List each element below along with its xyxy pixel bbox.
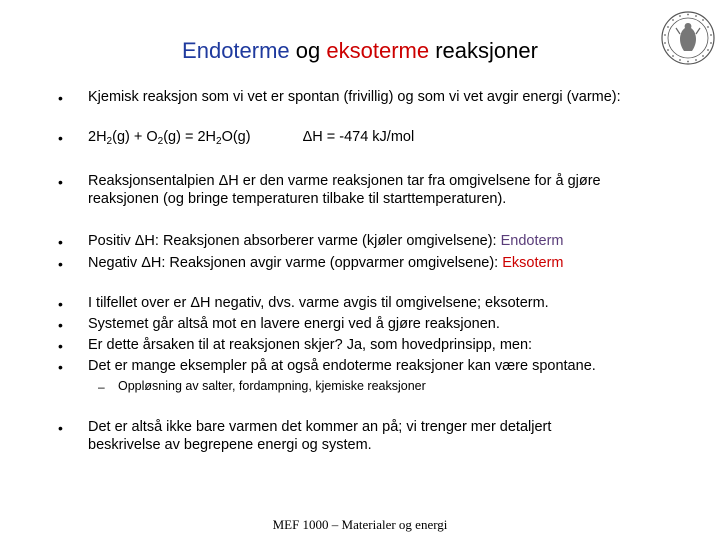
- bullet-marker: •: [58, 338, 63, 354]
- equation-line: $2H_2(g) + O_2(g) = 2H_2O(g) \Delta H = -474$ kJ/mol: [88, 129, 415, 147]
- bullet-marker: •: [58, 359, 63, 375]
- bullet-marker: •: [58, 256, 63, 272]
- slide-title: [0, 38, 720, 64]
- bullet-10-line-2: beskrivelse av begrepene energi og system.: [88, 437, 372, 453]
- bullet-7-text: Systemet går altså mot en lavere energi ved å gjøre reaksjonen.: [88, 316, 500, 332]
- slide-footer: MEF 1000 – Materialer og energi: [272, 517, 448, 532]
- endoterm-label: Endoterm: [500, 233, 564, 249]
- bullet-marker: •: [58, 90, 63, 106]
- bullet-1-text: Kjemisk reaksjon som vi vet er spontan (frivillig) og som vi vet avgir energi (varme):: [88, 89, 621, 105]
- title-endoterme: Endoterme: [182, 38, 290, 63]
- bullet-marker: •: [58, 234, 63, 250]
- bullet-marker: •: [58, 317, 63, 333]
- bullet-3-line-2: reaksjonen (og bringe temperaturen tilbake til starttemperaturen).: [88, 191, 507, 207]
- title-eksoterme: eksoterme: [326, 38, 430, 63]
- bullet-9-text: Det er mange eksempler på at også endoterme reaksjoner kan være spontane.: [88, 358, 596, 374]
- bullet-negative-dh: Negativ ΔH: Reaksjonen avgir varme (oppvarmer omgivelsene): Eksoterm: [88, 255, 564, 271]
- bullet-6-text: I tilfellet over er ΔH negativ, dvs. varme avgis til omgivelsene; eksoterm.: [88, 295, 549, 311]
- bullet-marker: •: [58, 174, 63, 190]
- bullet-8-text: Er dette årsaken til at reaksjonen skjer? Ja, som hovedprinsipp, men:: [88, 337, 533, 353]
- university-seal-icon: [660, 10, 716, 66]
- sub-bullet-marker: –: [98, 380, 105, 394]
- bullet-marker: •: [58, 420, 63, 436]
- bullet-positive-dh: Positiv ΔH: Reaksjonen absorberer varme (kjøler omgivelsene): Endoterm: [88, 233, 564, 249]
- title-og: og: [289, 38, 327, 63]
- bullet-3-line-1: Reaksjonsentalpien ΔH er den varme reaksjonen tar fra omgivelsene for å gjøre: [88, 173, 601, 189]
- enthalpy-value: ΔH = -474 kJ/mol: [302, 129, 415, 145]
- bullet-marker: •: [58, 296, 63, 312]
- eksoterm-label: Eksoterm: [502, 255, 564, 271]
- bullet-10-line-1: Det er altså ikke bare varmen det kommer an på; vi trenger mer detaljert: [88, 419, 552, 435]
- sub-bullet-text: Oppløsning av salter, fordampning, kjemiske reaksjoner: [118, 379, 426, 393]
- bullet-marker: •: [58, 130, 63, 146]
- title-reaksjoner: reaksjoner: [429, 38, 538, 63]
